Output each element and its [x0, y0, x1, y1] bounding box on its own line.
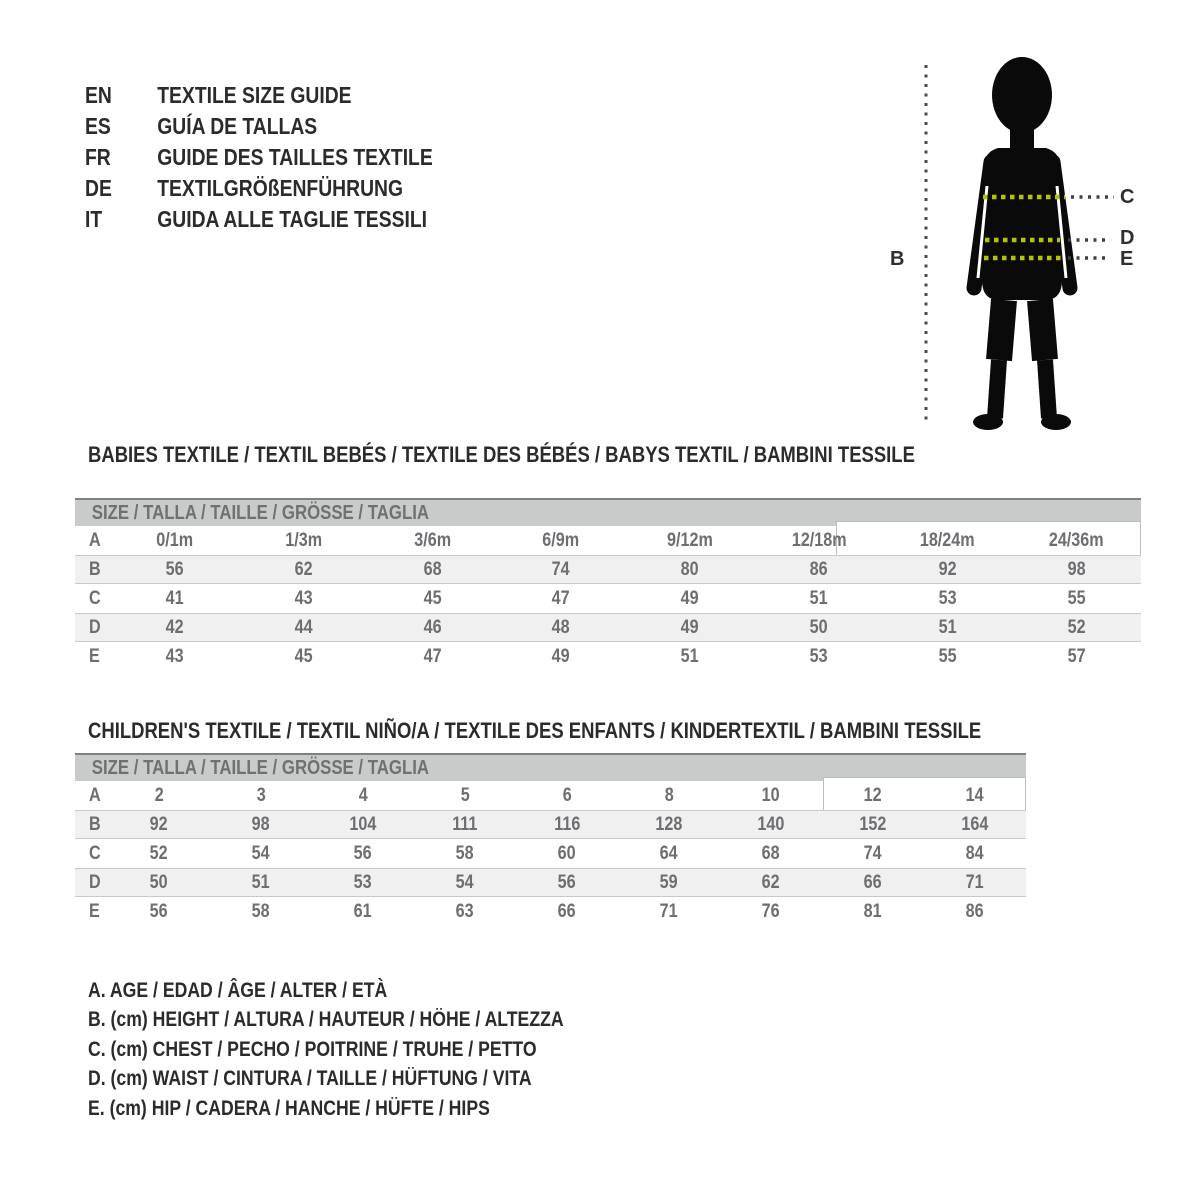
table-cell: 58	[252, 901, 270, 922]
table-cell: 2	[154, 785, 164, 806]
table-cell: 51	[252, 872, 270, 893]
language-code: ES	[85, 113, 111, 139]
table-cell: 66	[558, 901, 576, 922]
row-label: D	[89, 617, 101, 638]
table-cell: 68	[423, 559, 442, 580]
waist-label: D	[1120, 227, 1135, 249]
table-cell: 152	[859, 814, 887, 835]
table-cell: 48	[552, 617, 571, 638]
table-cell: 3/6m	[413, 530, 451, 551]
row-label: A	[89, 785, 101, 806]
table-cell: 111	[452, 814, 478, 835]
table-cell: 52	[1067, 617, 1086, 638]
table-cell: 46	[423, 617, 442, 638]
table-cell: 86	[809, 559, 828, 580]
hip-label: E	[1120, 248, 1134, 270]
table-cell: 80	[680, 559, 699, 580]
row-label: B	[89, 814, 101, 835]
table-cell: 1/3m	[284, 530, 322, 551]
table-cell: 57	[1067, 646, 1086, 667]
measurement-legend	[88, 976, 654, 1124]
size-header-label: SIZE / TALLA / TAILLE / GRÖSSE / TAGLIA	[91, 502, 430, 524]
table-cell: 12	[864, 785, 882, 806]
table-row	[75, 555, 1141, 584]
row-label: C	[89, 588, 101, 609]
table-cell: 50	[809, 617, 828, 638]
table-cell: 61	[354, 901, 372, 922]
table-cell: 59	[660, 872, 678, 893]
table-row	[75, 584, 1141, 613]
table-cell: 52	[150, 843, 168, 864]
language-title: GUIDA ALLE TAGLIE TESSILI	[157, 206, 428, 232]
table-cell: 56	[354, 843, 372, 864]
table-row	[75, 897, 1026, 926]
language-code: DE	[85, 175, 112, 201]
table-cell: 43	[294, 588, 313, 609]
table-cell: 56	[165, 559, 184, 580]
table-cell: 45	[423, 588, 442, 609]
table-cell: 98	[252, 814, 270, 835]
table-cell: 53	[938, 588, 957, 609]
table-cell: 63	[456, 901, 474, 922]
table-cell: 4	[358, 785, 368, 806]
table-cell: 42	[165, 617, 184, 638]
table-row	[75, 839, 1026, 868]
table-cell: 55	[1067, 588, 1086, 609]
table-cell: 14	[966, 785, 984, 806]
language-row	[85, 142, 433, 173]
table-cell: 49	[680, 617, 699, 638]
table-cell: 74	[864, 843, 882, 864]
table-cell: 51	[938, 617, 957, 638]
language-row	[85, 204, 433, 235]
table-cell: 54	[252, 843, 270, 864]
legend-item: E. (cm) HIP / CADERA / HANCHE / HÜFTE / HIPS	[88, 1096, 490, 1120]
table-cell: 53	[809, 646, 828, 667]
table-cell: 41	[165, 588, 184, 609]
row-label: E	[88, 901, 100, 922]
table-cell: 140	[757, 814, 785, 835]
row-label: C	[89, 843, 101, 864]
table-cell: 92	[938, 559, 957, 580]
table-row	[75, 642, 1141, 671]
table-cell: 71	[660, 901, 678, 922]
height-label: B	[890, 248, 905, 270]
table-cell: 9/12m	[667, 530, 713, 551]
table-cell: 86	[966, 901, 984, 922]
legend-item: A. AGE / EDAD / ÂGE / ALTER / ETÀ	[88, 978, 388, 1002]
table-cell: 24/36m	[1049, 530, 1104, 551]
table-cell: 55	[938, 646, 957, 667]
table-cell: 84	[966, 843, 984, 864]
language-title: GUIDE DES TAILLES TEXTILE	[157, 144, 433, 170]
table-cell: 60	[558, 843, 576, 864]
table-cell: 6/9m	[542, 530, 580, 551]
child-silhouette-icon	[870, 48, 1200, 458]
babies-size-table	[75, 498, 1141, 671]
table-cell: 3	[256, 785, 266, 806]
babies-section-heading: BABIES TEXTILE / TEXTIL BEBÉS / TEXTILE DES BÉBÉS / BABYS TEXTIL / BAMBINI TESSILE	[88, 442, 915, 467]
language-title: GUÍA DE TALLAS	[157, 113, 318, 139]
language-row	[85, 80, 433, 111]
language-row	[85, 111, 433, 142]
measurement-figure	[870, 48, 1200, 458]
table-cell: 58	[456, 843, 474, 864]
children-size-table	[75, 753, 1026, 926]
legend-item: D. (cm) WAIST / CINTURA / TAILLE / HÜFTUNG / VITA	[88, 1067, 532, 1091]
children-section-heading: CHILDREN'S TEXTILE / TEXTIL NIÑO/A / TEXTILE DES ENFANTS / KINDERTEXTIL / BAMBINI TESSILE	[88, 718, 982, 743]
table-row	[75, 526, 1141, 555]
table-cell: 81	[864, 901, 882, 922]
table-cell: 12/18m	[791, 530, 847, 551]
table-cell: 56	[150, 901, 168, 922]
table-cell: 43	[165, 646, 184, 667]
table-cell: 71	[966, 872, 984, 893]
table-cell: 66	[864, 872, 882, 893]
table-cell: 50	[150, 872, 168, 893]
table-row	[75, 613, 1141, 642]
language-row	[85, 173, 433, 204]
table-cell: 62	[294, 559, 313, 580]
table-cell: 54	[456, 872, 474, 893]
table-cell: 51	[680, 646, 699, 667]
row-label: E	[88, 646, 100, 667]
table-cell: 10	[762, 785, 780, 806]
chest-label: C	[1120, 186, 1135, 208]
language-list	[85, 80, 499, 235]
language-title: TEXTILGRÖßENFÜHRUNG	[157, 175, 404, 201]
table-cell: 49	[552, 646, 571, 667]
language-title: TEXTILE SIZE GUIDE	[157, 82, 352, 108]
table-cell: 5	[460, 785, 470, 806]
table-cell: 74	[552, 559, 571, 580]
table-row	[75, 810, 1026, 839]
table-cell: 53	[354, 872, 372, 893]
table-cell: 92	[150, 814, 168, 835]
row-label: A	[89, 530, 101, 551]
table-cell: 62	[762, 872, 780, 893]
table-cell: 76	[762, 901, 780, 922]
language-code: IT	[85, 206, 103, 232]
language-code: EN	[85, 82, 112, 108]
legend-item: C. (cm) CHEST / PECHO / POITRINE / TRUHE / PETTO	[88, 1037, 537, 1061]
table-cell: 56	[558, 872, 576, 893]
table-cell: 47	[552, 588, 571, 609]
table-cell: 64	[660, 843, 678, 864]
table-cell: 6	[562, 785, 572, 806]
table-cell: 68	[762, 843, 780, 864]
table-cell: 51	[809, 588, 828, 609]
table-cell: 0/1m	[156, 530, 193, 551]
language-code: FR	[85, 144, 111, 170]
table-cell: 44	[294, 617, 313, 638]
table-cell: 98	[1067, 559, 1086, 580]
table-cell: 49	[680, 588, 699, 609]
table-cell: 164	[961, 814, 989, 835]
table-row	[75, 781, 1026, 810]
table-cell: 45	[294, 646, 313, 667]
table-cell: 116	[553, 814, 581, 835]
row-label: B	[89, 559, 101, 580]
row-label: D	[89, 872, 101, 893]
table-cell: 8	[664, 785, 674, 806]
table-cell: 47	[423, 646, 442, 667]
size-header-label: SIZE / TALLA / TAILLE / GRÖSSE / TAGLIA	[91, 757, 430, 779]
table-cell: 128	[655, 814, 683, 835]
legend-item: B. (cm) HEIGHT / ALTURA / HAUTEUR / HÖHE / ALTEZZA	[88, 1008, 564, 1032]
table-cell: 104	[349, 814, 377, 835]
table-cell: 18/24m	[920, 530, 976, 551]
table-row	[75, 868, 1026, 897]
